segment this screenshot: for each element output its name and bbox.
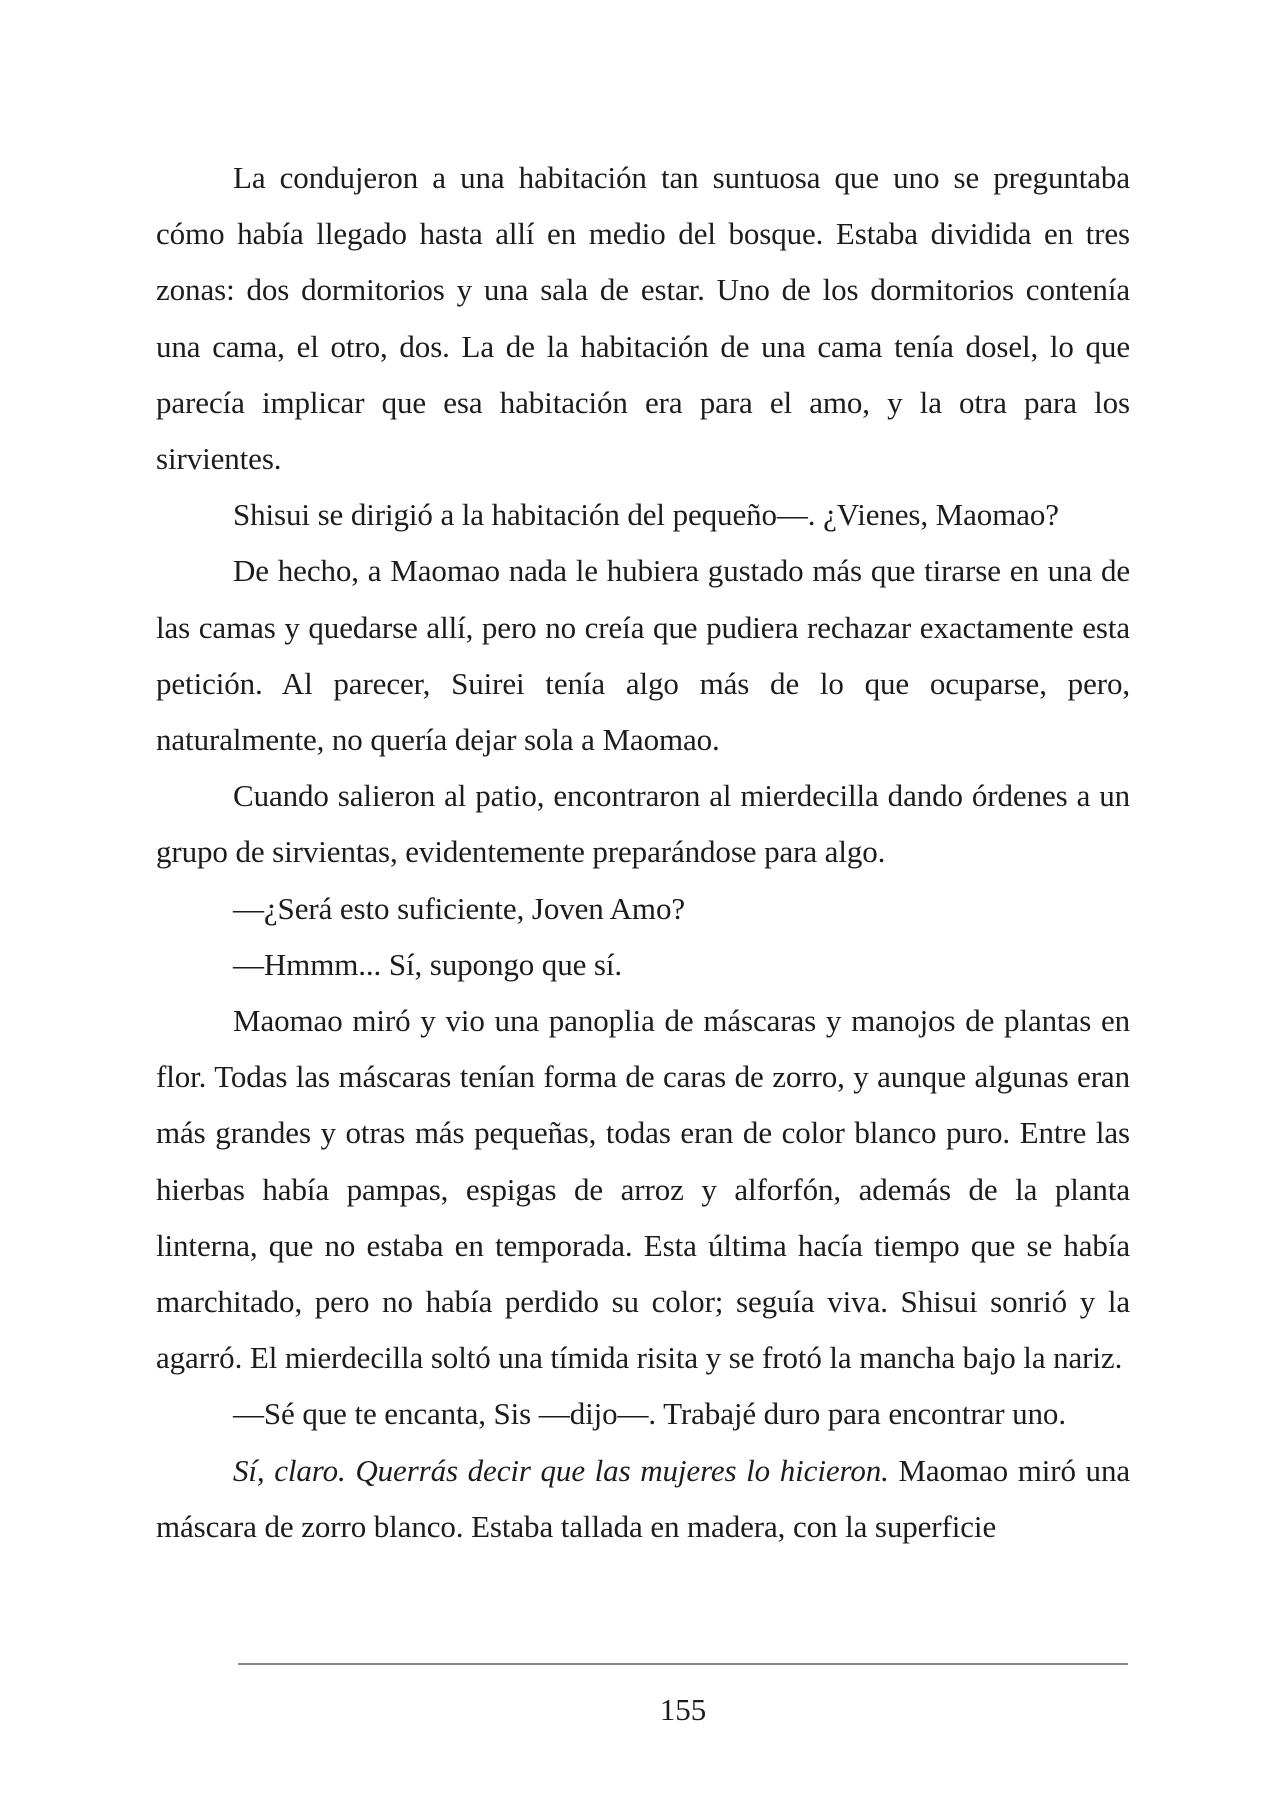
paragraph-continuation: Maomao miró una máscara de zorro blanco. Estaba tallada en madera, con la superficie xyxy=(156,1452,1131,1544)
paragraph-shisui-invites: Shisui se dirigió a la habitación del pequeño—. ¿Vienes, Maomao? xyxy=(233,497,1059,533)
dialogue-line-young-master: —Hmmm... Sí, supongo que sí. xyxy=(233,946,623,982)
page-number: 155 xyxy=(659,1692,707,1727)
dialogue-line-servant: —¿Será esto suficiente, Joven Amo? xyxy=(233,890,686,926)
italic-inner-thought: Sí, claro. Querrás decir que las mujeres lo hicieron. xyxy=(233,1452,889,1488)
paragraph-room-description: La condujeron a una habitación tan suntuosa que uno se preguntaba cómo había llegado hasta allí en medio del bosque. Estaba dividida en tres zonas: dos dormitorios y una sala de estar. Uno de los dormitorios contenía una cama, el otro, dos. La de la habitación de una cama tenía dosel, lo que parecía implicar que esa habitación era para el amo, y la otra para los sirvientes. xyxy=(156,160,1130,477)
body-text xyxy=(156,150,1130,1555)
paragraph-fox-masks: Maomao miró y vio una panoplia de máscaras y manojos de plantas en flor. Todas las máscaras tenían forma de caras de zorro, y aunque algunas eran más grandes y otras más pequeñas, todas eran de color blanco puro. Entre las hierbas había pampas, espigas de arroz y alforfón, además de la planta linterna, que no estaba en temporada. Esta última hacía tiempo que se había marchitado, pero no había perdido su color; seguía viva. Shisui sonrió y la agarró. El mierdecilla soltó una tímida risita y se frotó la mancha bajo la nariz. xyxy=(156,1003,1130,1376)
paragraph-fox-mask-carved xyxy=(156,1443,1130,1555)
footer-divider xyxy=(238,1663,1128,1665)
paragraph-maomao-reluctant: De hecho, a Maomao nada le hubiera gustado más que tirarse en una de las camas y quedarse allí, pero no creía que pudiera rechazar exactamente esta petición. Al parecer, Suirei tenía algo más de lo que ocuparse, pero, naturalmente, no quería dejar sola a Maomao. xyxy=(156,553,1130,758)
dialogue-line-sis: —Sé que te encanta, Sis —dijo—. Trabajé duro para encontrar uno. xyxy=(233,1396,1066,1432)
paragraph-courtyard: Cuando salieron al patio, encontraron al mierdecilla dando órdenes a un grupo de sirvientas, evidentemente preparándose para algo. xyxy=(156,778,1130,870)
